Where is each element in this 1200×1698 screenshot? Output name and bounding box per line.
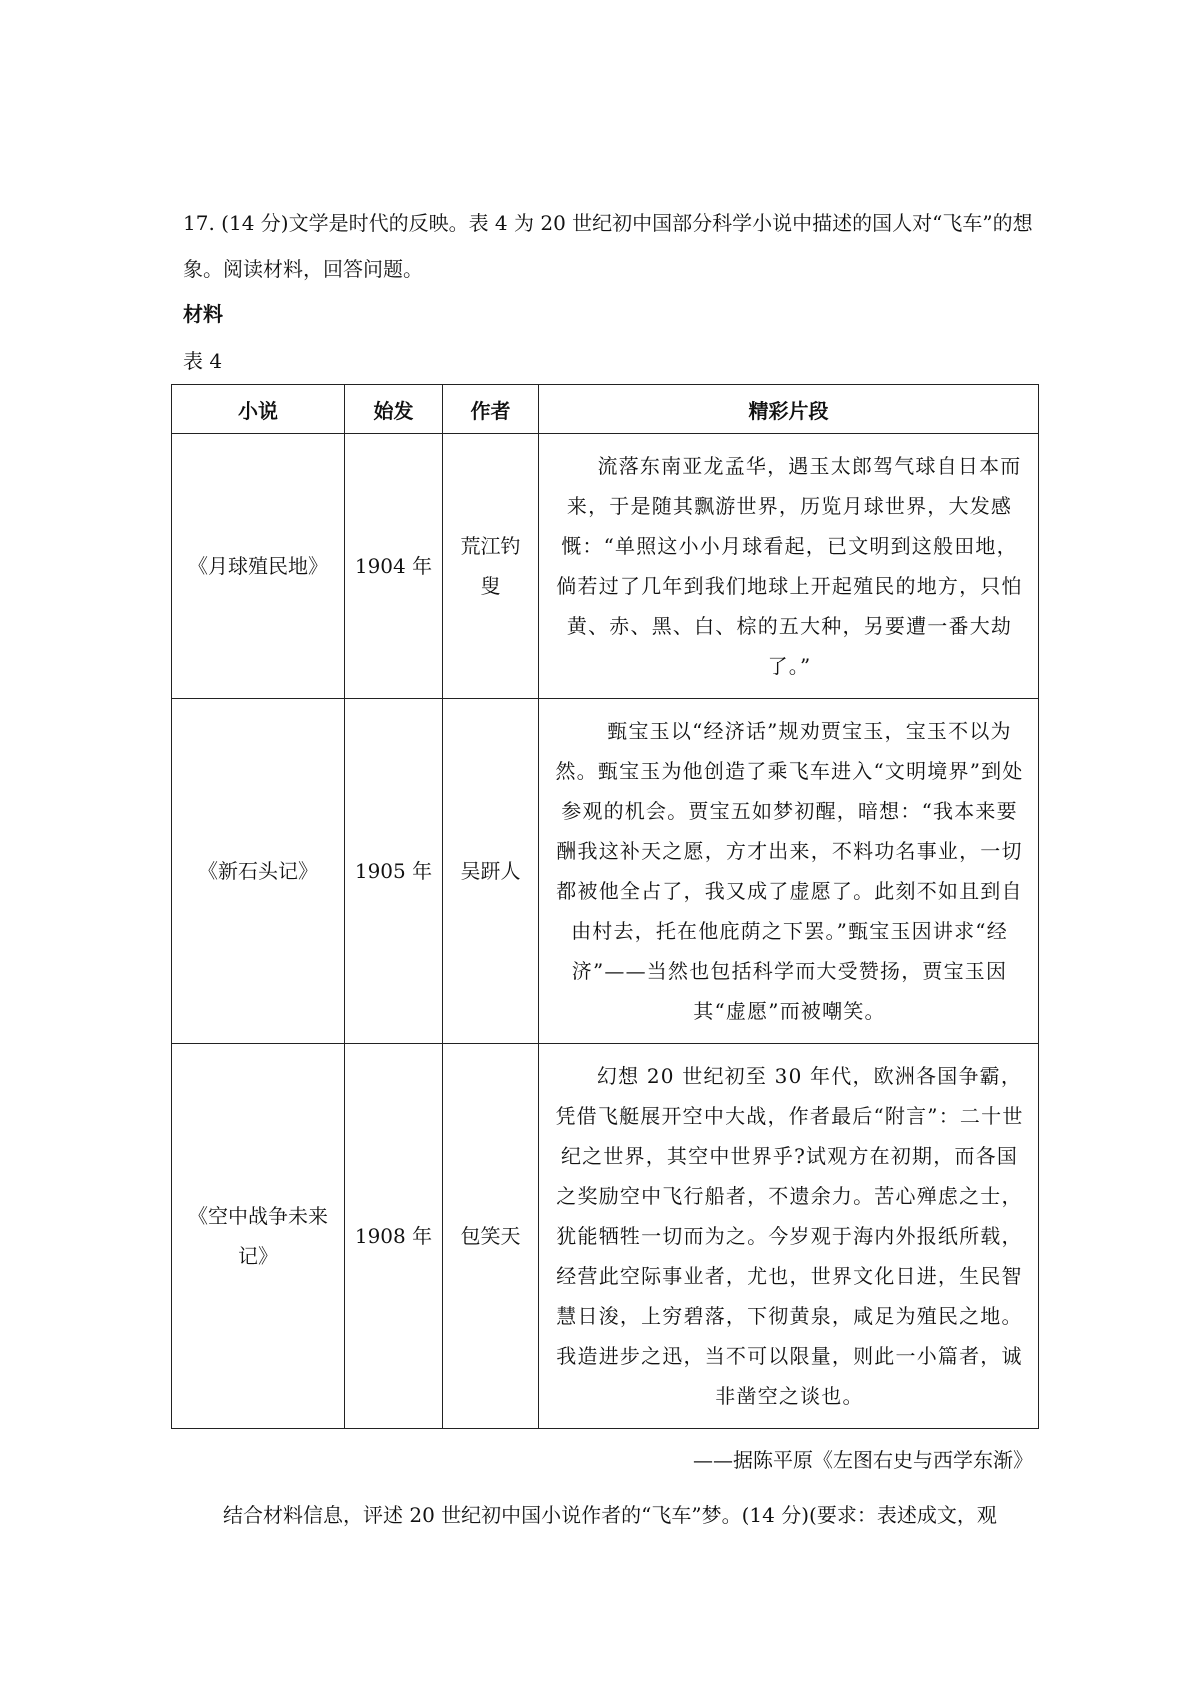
novel-excerpt: 幻想 20 世纪初至 30 年代，欧洲各国争霸，凭借飞艇展开空中大战，作者最后“附言”：二十世纪之世界，其空中世界乎?试观方在初期，而各国之奖励空中飞行船者，不遗余力。苦心殚虑之士，犹能牺牲一切而为之。今岁观于海内外报纸所载，经营此空际事业者，尤也，世界文化日进，生民智慧日浚，上穷碧落，下彻黄泉，咸足为殖民之地。我造进步之迅，当不可以限量，则此一小篇者，诚非凿空之谈也。	[539, 1044, 1039, 1429]
novel-year: 1905 年	[345, 699, 443, 1044]
novel-author: 包笑天	[443, 1044, 539, 1429]
table-row	[172, 699, 1039, 1044]
novels-table	[171, 384, 1039, 1429]
novel-title: 《空中战争未来记》	[172, 1044, 345, 1429]
novel-author: 吴趼人	[443, 699, 539, 1044]
novel-excerpt: 甄宝玉以“经济话”规劝贾宝玉，宝玉不以为然。甄宝玉为他创造了乘飞车进入“文明境界”到处参观的机会。贾宝五如梦初醒，暗想：“我本来要酬我这补天之愿，方才出来，不料功名事业，一切都被他全占了，我又成了虚愿了。此刻不如且到自由村去，托在他庇荫之下罢。”甄宝玉因讲求“经济”——当然也包括科学而大受赞扬，贾宝玉因其“虚愿”而被嘲笑。	[539, 699, 1039, 1044]
material-label: 材料	[183, 302, 223, 326]
header-author: 作者	[443, 385, 539, 434]
novel-year: 1908 年	[345, 1044, 443, 1429]
task-instruction: 结合材料信息，评述 20 世纪初中国小说作者的“飞车”梦。(14 分)(要求：表述成文，观	[223, 1503, 997, 1527]
source-citation: ——据陈平原《左图右史与西学东渐》	[693, 1448, 1033, 1472]
table-row	[172, 1044, 1039, 1429]
novel-year: 1904 年	[345, 434, 443, 699]
question-text: 17. (14 分)文学是时代的反映。表 4 为 20 世纪初中国部分科学小说中描述的国人对“飞车”的想象。阅读材料，回答问题。	[183, 211, 1033, 281]
novel-author: 荒江钓叟	[443, 434, 539, 699]
header-year: 始发	[345, 385, 443, 434]
header-novel: 小说	[172, 385, 345, 434]
table-row	[172, 434, 1039, 699]
novel-title: 《月球殖民地》	[172, 434, 345, 699]
table-caption: 表 4	[183, 349, 223, 373]
novel-excerpt: 流落东南亚龙孟华，遇玉太郎驾气球自日本而来，于是随其飘游世界，历览月球世界，大发感慨：“单照这小小月球看起，已文明到这般田地，倘若过了几年到我们地球上开起殖民的地方，只怕黄、赤、黑、白、棕的五大种，另要遭一番大劫了。”	[539, 434, 1039, 699]
header-excerpt: 精彩片段	[539, 385, 1039, 434]
novel-title: 《新石头记》	[172, 699, 345, 1044]
table-header-row	[172, 385, 1039, 434]
